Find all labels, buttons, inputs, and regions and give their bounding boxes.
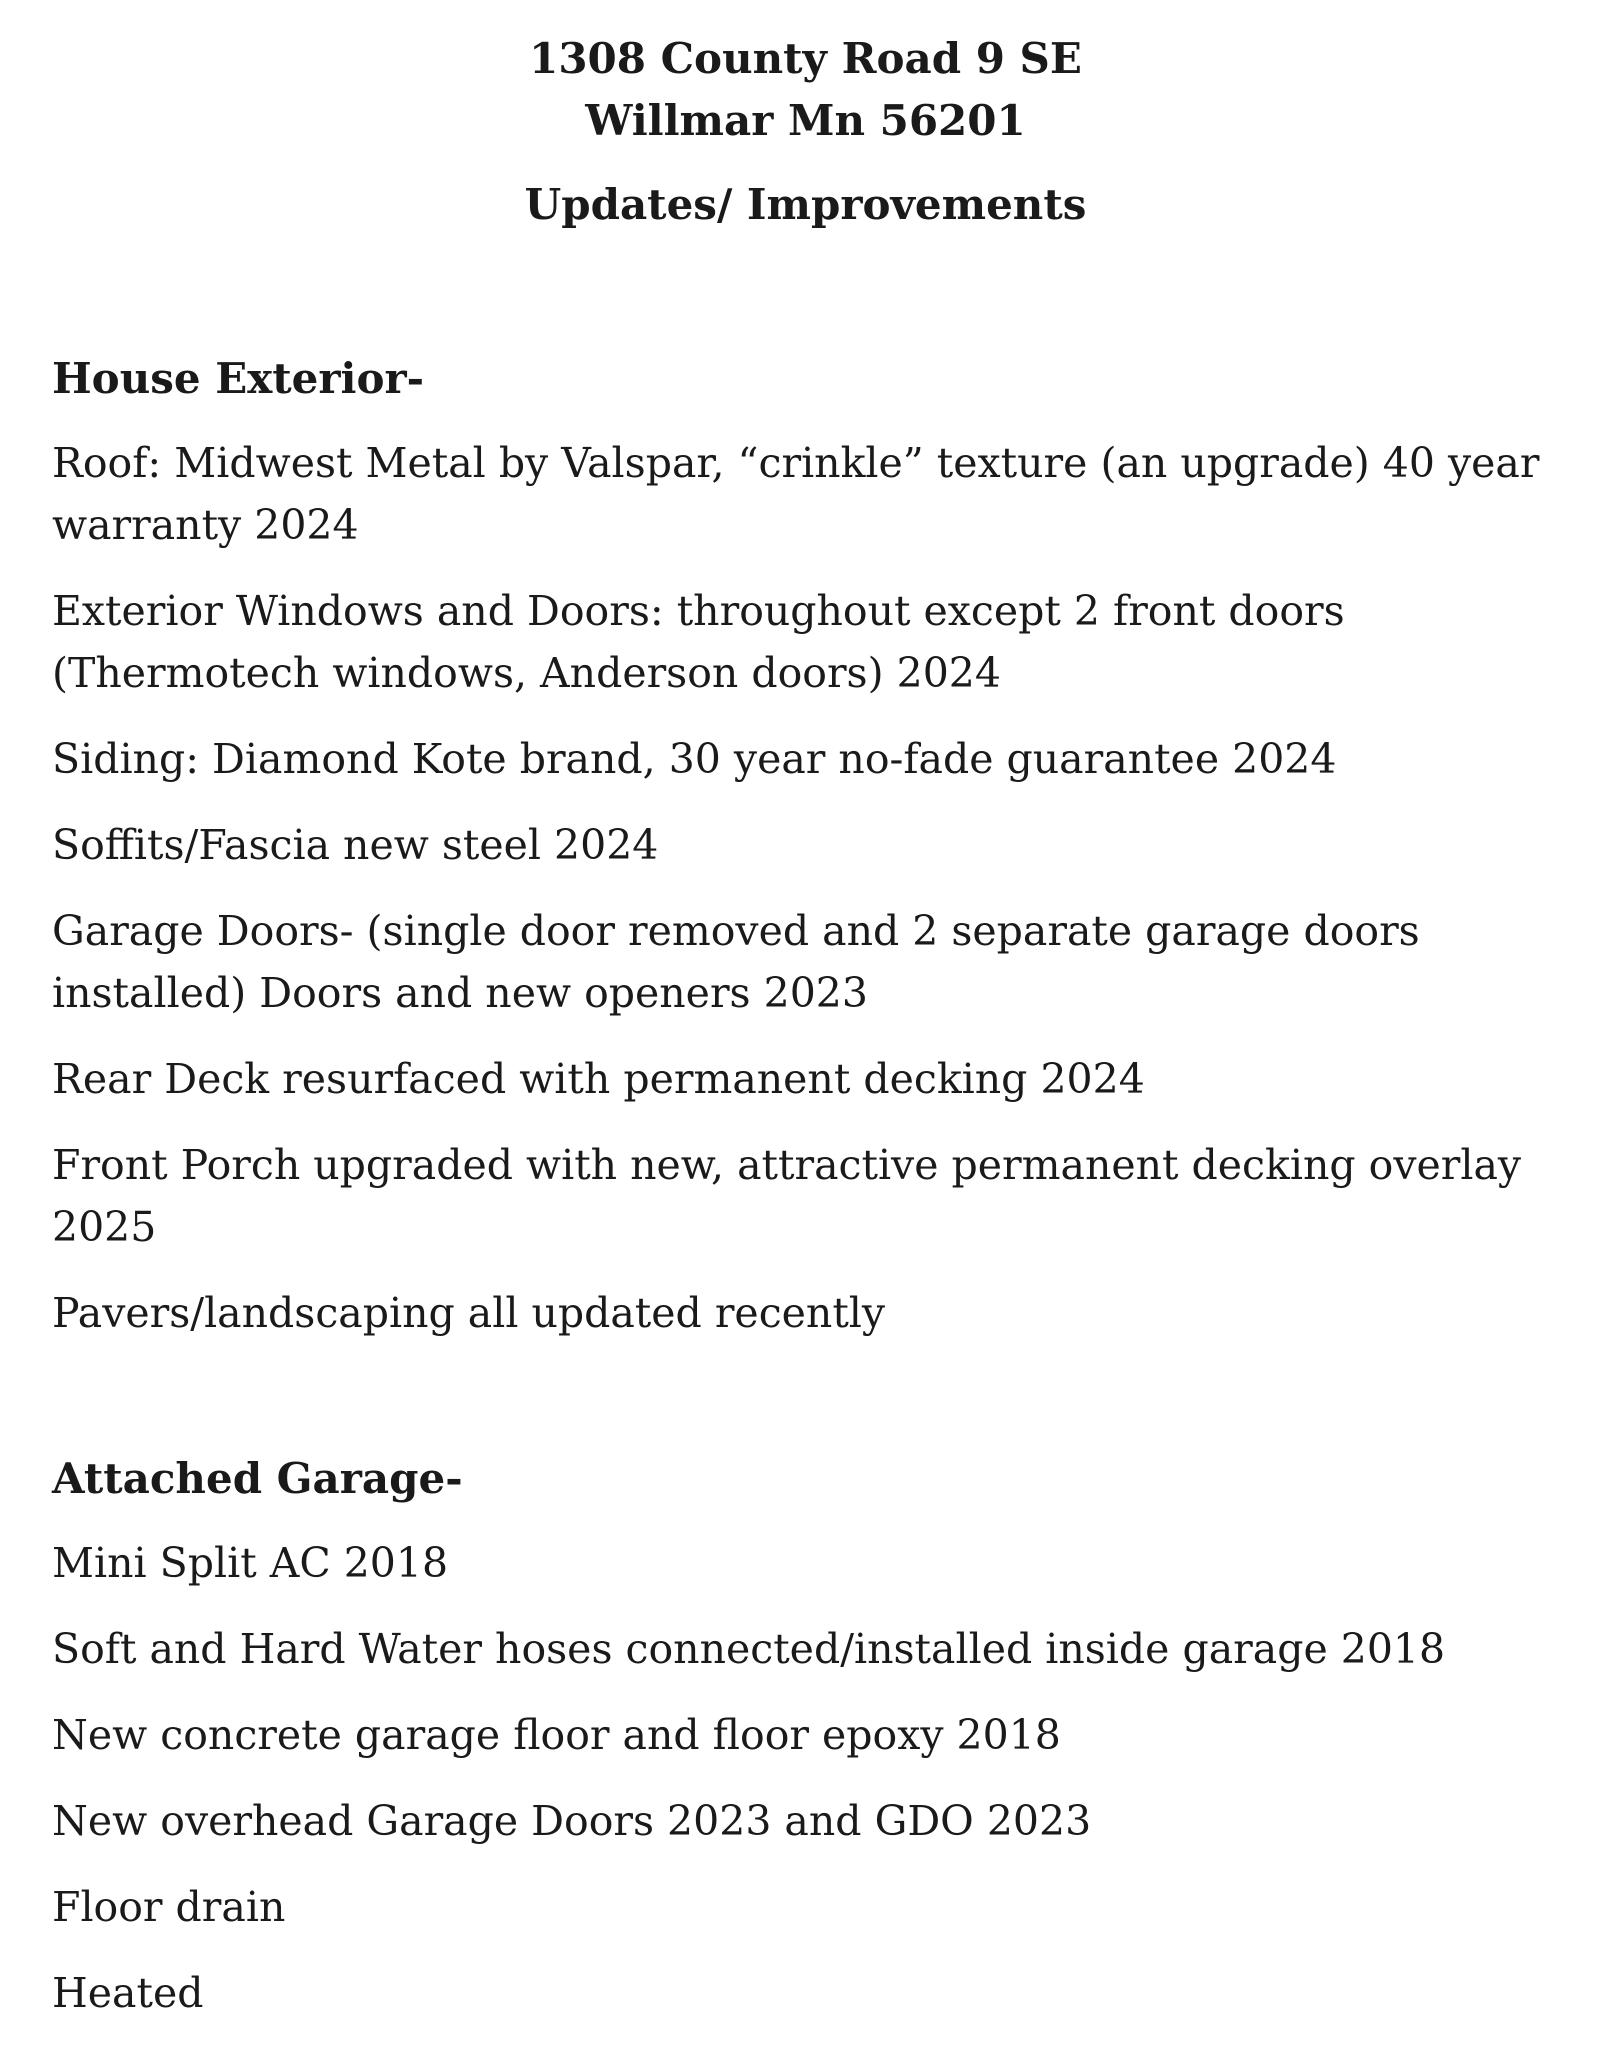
list-item: Roof: Midwest Metal by Valspar, “crinkle” texture (an upgrade) 40 year warranty 2024 [52,439,1540,549]
list-item: Exterior Windows and Doors: throughout except 2 front doors (Thermotech windows, Anderson doors) 2024 [52,587,1345,697]
list-item: Garage Doors- (single door removed and 2 separate garage doors installed) Doors and new openers 2023 [52,907,1420,1017]
address-line-2: Willmar Mn 56201 [585,96,1026,145]
document-header [0,28,1611,236]
list-item: Front Porch upgraded with new, attractive permanent decking overlay 2025 [52,1141,1522,1251]
section-attached-garage [52,1448,1582,2048]
list-item: New concrete garage floor and floor epoxy 2018 [52,1711,1061,1759]
improvement-list [52,432,1582,1344]
list-item: Pavers/landscaping all updated recently [52,1289,886,1337]
list-item: Mini Split AC 2018 [52,1539,449,1587]
address-line-1: 1308 County Road 9 SE [529,34,1082,83]
list-item: Heated [52,1969,204,2017]
section-house-exterior [52,348,1582,1368]
section-title: House Exterior- [52,354,425,403]
list-item: Soft and Hard Water hoses connected/installed inside garage 2018 [52,1625,1446,1673]
section-title: Attached Garage- [52,1454,463,1503]
document-subtitle: Updates/ Improvements [524,180,1087,229]
list-item: New overhead Garage Doors 2023 and GDO 2023 [52,1797,1092,1845]
improvement-list [52,1532,1582,2024]
list-item: Rear Deck resurfaced with permanent decking 2024 [52,1055,1145,1103]
list-item: Floor drain [52,1883,286,1931]
list-item: Siding: Diamond Kote brand, 30 year no-fade guarantee 2024 [52,735,1337,783]
list-item: Soffits/Fascia new steel 2024 [52,821,659,869]
